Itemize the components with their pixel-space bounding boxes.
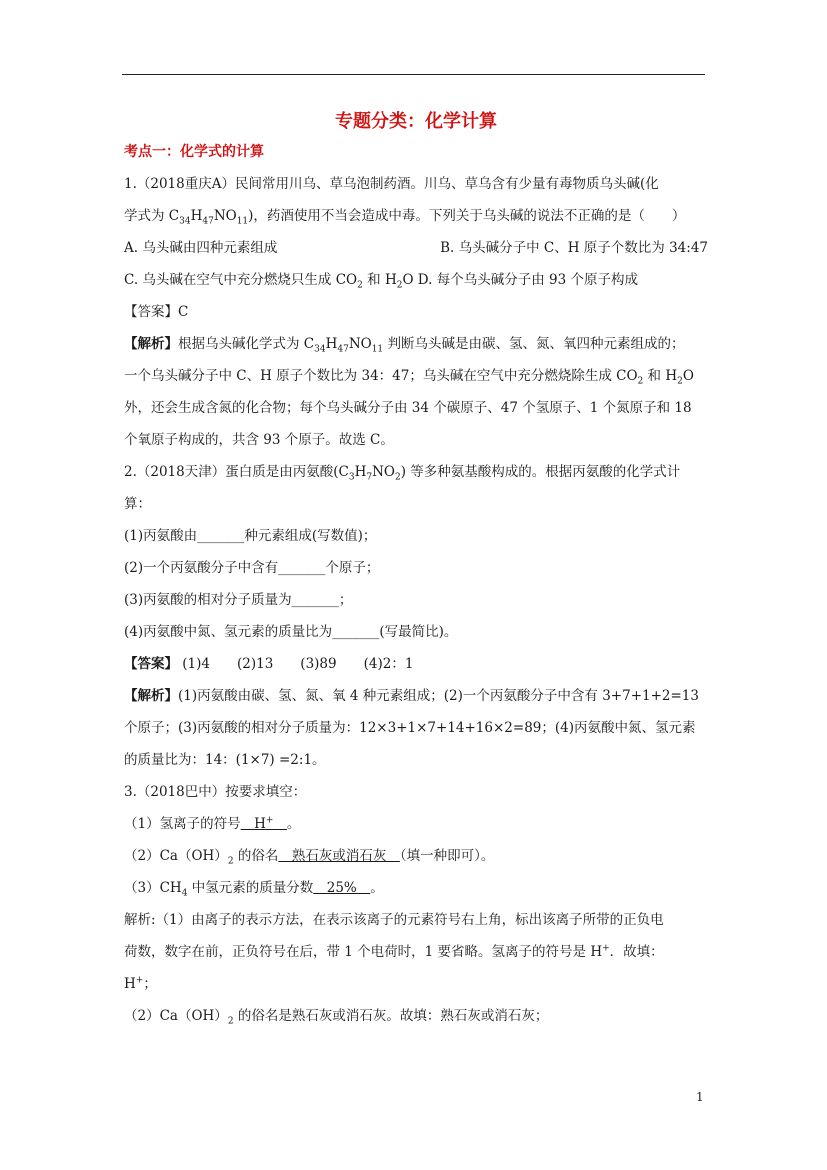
q3-explanation-2: 荷数，数字在前，正负符号在后，带 1 个电荷时，1 要省略。氢离子的符号是 H+．故填：	[124, 943, 664, 960]
q3-line-1: 3.（2018巴中）按要求填空：	[124, 784, 307, 800]
q1-answer: 【答案】C	[124, 304, 189, 320]
q1-options-ab	[124, 232, 708, 264]
q2-part-2: (2)一个丙氨酸分子中含有_______个原子；	[124, 560, 380, 576]
q2-answer: 【答案】 (1)4 (2)13 (3)89 (4)2：1	[124, 656, 414, 672]
q1-explanation-1: 【解析】根据乌头碱化学式为 $C_{34}H_{47}NO_{11}$ 判断乌头碱是由碳、氢、氮、氧四种元素组成的；	[124, 336, 685, 355]
q3-explanation-3: H+；	[124, 975, 157, 992]
q2-part-1: (1)丙氨酸由_______种元素组成(写数值)；	[124, 528, 377, 544]
q1-explanation-4: 个氧原子构成的，共含 93 个原子。故选 C。	[124, 432, 394, 448]
q1-explanation-3: 外，还会生成含氮的化合物；每个乌头碱分子由 34 个碳原子、47 个氢原子、1 个氮原子和 18	[124, 400, 692, 416]
q3-explanation-4: $(2)Ca(OH)_2$ 的俗名是熟石灰或消石灰。故填：熟石灰或消石灰；	[124, 1008, 549, 1027]
page-title: 专题分类：化学计算	[335, 111, 497, 132]
q3-part-1: （1）氢离子的符号 H+ 。	[124, 815, 301, 832]
q2-explanation-3: 的质量比为：14：(1×7) =2:1。	[124, 752, 326, 768]
header-rule	[122, 74, 705, 75]
document-page	[124, 108, 708, 1032]
option-b: B. 乌头碱分子中 C、H 原子个数比为 34:47	[440, 240, 708, 256]
q3-explanation-1: 解析:（1）由离子的表示方法，在表示该离子的元素符号右上角，标出该离子所带的正负电	[124, 912, 664, 928]
q1-line-2: 学式为 $C_{34}H_{47}NO_{11}$)，药酒使用不当会造成中毒。下列关于乌头碱的说法不正确的是（ ）	[124, 208, 686, 227]
q1-line-1: 1.（2018重庆A）民间常用川乌、草乌泡制药酒。川乌、草乌含有少量有毒物质乌头碱(化	[124, 176, 659, 192]
q1-explanation-2: 一个乌头碱分子中 C、H 原子个数比为 34：47；乌头碱在空气中充分燃烧除生成 $CO_2$ 和 $H_2O$	[124, 368, 694, 387]
q2-explanation-1: 【解析】(1)丙氨酸由碳、氢、氮、氧 4 种元素组成；(2)一个丙氨酸分子中含有 3+7+1+2=13	[124, 688, 699, 704]
q2-part-3: (3)丙氨酸的相对分子质量为_______；	[124, 592, 353, 608]
q2-line-2: 算：	[124, 496, 151, 512]
option-a: A. 乌头碱由四种元素组成	[124, 240, 278, 256]
section-heading: 考点一：化学式的计算	[124, 144, 264, 160]
q3-part-3: $(3)CH_4$ 中氢元素的质量分数 25% 。	[124, 880, 384, 899]
q2-part-4: (4)丙氨酸中氮、氢元素的质量比为_______(写最简比)。	[124, 624, 458, 640]
q2-explanation-2: 个原子；(3)丙氨酸的相对分子质量为：12×3+1×7+14+16×2=89；(4)丙氨酸中氮、氢元素	[124, 720, 696, 736]
page-number: 1	[696, 1090, 704, 1104]
q2-line-1: 2.（2018天津）蛋白质是由丙氨酸$(C_3H_7NO_2)$ 等多种氨基酸构成的。根据丙氨酸的化学式计	[124, 464, 681, 483]
q3-part-2: $(2)Ca(OH)_2$ 的俗名 熟石灰或消石灰 （填一种即可）。	[124, 848, 495, 867]
q1-options-cd: C. 乌头碱在空气中充分燃烧只生成 $CO_2$ 和 $H_2O$ D. 每个乌头碱分子由 93 个原子构成	[124, 272, 638, 291]
